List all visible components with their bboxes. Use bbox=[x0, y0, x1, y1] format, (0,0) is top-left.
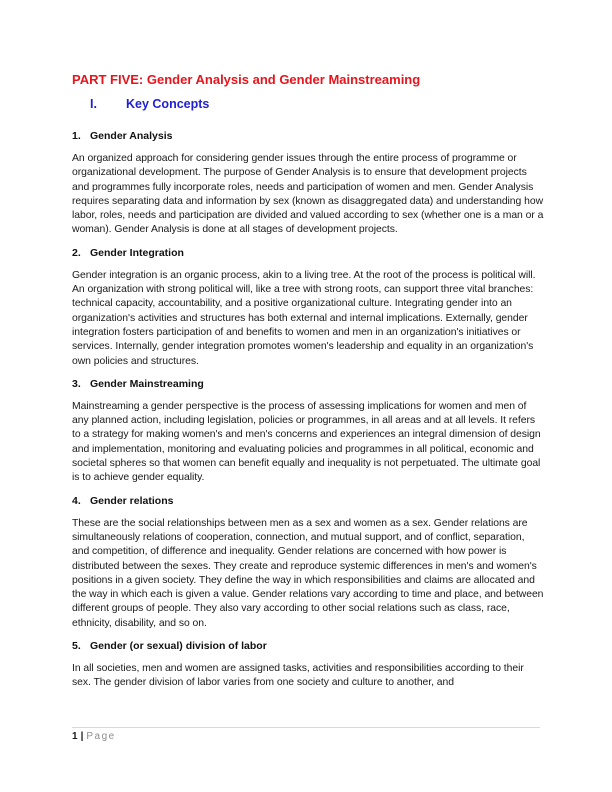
section-paragraph: Gender integration is an organic process, akin to a living tree. At the root of the process is political will. An organization with strong political will, like a tree with strong roots, can support three vital branches: technical capacity, accountability, and a positive organizational culture. Integrating gender into an organization's activities and structures has both external and internal implications. Externally, gender integration fosters participation of and benefits to women and men in an organization's initiatives or services. Internally, gender integration promotes women's leadership and equality in an organization's own policies and structures. bbox=[72, 269, 536, 367]
section-heading bbox=[72, 247, 544, 260]
section-number: 1. bbox=[72, 130, 81, 142]
page-footer bbox=[72, 731, 116, 742]
section-heading bbox=[72, 495, 544, 508]
page-number: 1 bbox=[72, 731, 78, 742]
subheading bbox=[90, 97, 209, 111]
footer-divider bbox=[72, 727, 540, 728]
section-paragraph: These are the social relationships between men as a sex and women as a sex. Gender relations are simultaneously relations of cooperation, connection, and mutual support, and of conflict, separation, and competition, of difference and inequality. Gender relations are concerned with how power is distributed between the sexes. They create and reproduce systemic differences in men's and women's positions in a given society. They define the way in which responsibilities and claims are allocated and the way in which each is given a value. Gender relations vary according to time and place, and between different groups of people. They also vary according to other social relations such as class, race, ethnicity, disability, and so on. bbox=[72, 517, 544, 629]
section-heading bbox=[72, 130, 544, 143]
section-paragraph: Mainstreaming a gender perspective is the process of assessing implications for women and men of any planned action, including legislation, policies or programmes, in all areas and at all levels. It refers to a strategy for making women's and men's concerns and experiences an integral dimension of design and implementation, monitoring and evaluating policies and programmes in all political, economic and societal spheres so that women can benefit equally and inequality is not perpetuated. The ultimate goal is to achieve gender equality. bbox=[72, 400, 541, 484]
section-title: Gender relations bbox=[90, 494, 174, 507]
part-title: PART FIVE: Gender Analysis and Gender Mainstreaming bbox=[72, 72, 421, 87]
section-title: Gender (or sexual) division of labor bbox=[90, 640, 267, 653]
section-heading bbox=[72, 378, 544, 391]
section-paragraph: An organized approach for considering gender issues through the entire process of programme or organizational development. The purpose of Gender Analysis is to ensure that development projects and programmes fully incorporate roles, needs and participation of women and men. Gender Analysis requires separating data and information by sex (known as disaggregated data) and understanding how labor, roles, needs and participation are divided and valued according to sex (whether one is a man or a woman). Gender Analysis is done at all stages of development projects. bbox=[72, 153, 544, 236]
section-heading bbox=[72, 640, 544, 653]
footer-separator: | bbox=[80, 731, 84, 742]
page-label: Page bbox=[86, 731, 116, 742]
subheading-title: Key Concepts bbox=[126, 97, 210, 111]
section-title: Gender Analysis bbox=[90, 130, 173, 142]
section-title: Gender Integration bbox=[90, 246, 184, 259]
section-title: Gender Mainstreaming bbox=[90, 377, 204, 390]
section-number: 3. bbox=[72, 377, 81, 390]
section-number: 2. bbox=[72, 246, 81, 259]
section-paragraph: In all societies, men and women are assigned tasks, activities and responsibilities according to their sex. The gender division of labor varies from one society and culture to another, and bbox=[72, 663, 524, 689]
document-body bbox=[72, 130, 544, 700]
subheading-number: I. bbox=[90, 97, 97, 111]
section-number: 5. bbox=[72, 640, 81, 653]
section-number: 4. bbox=[72, 494, 81, 507]
